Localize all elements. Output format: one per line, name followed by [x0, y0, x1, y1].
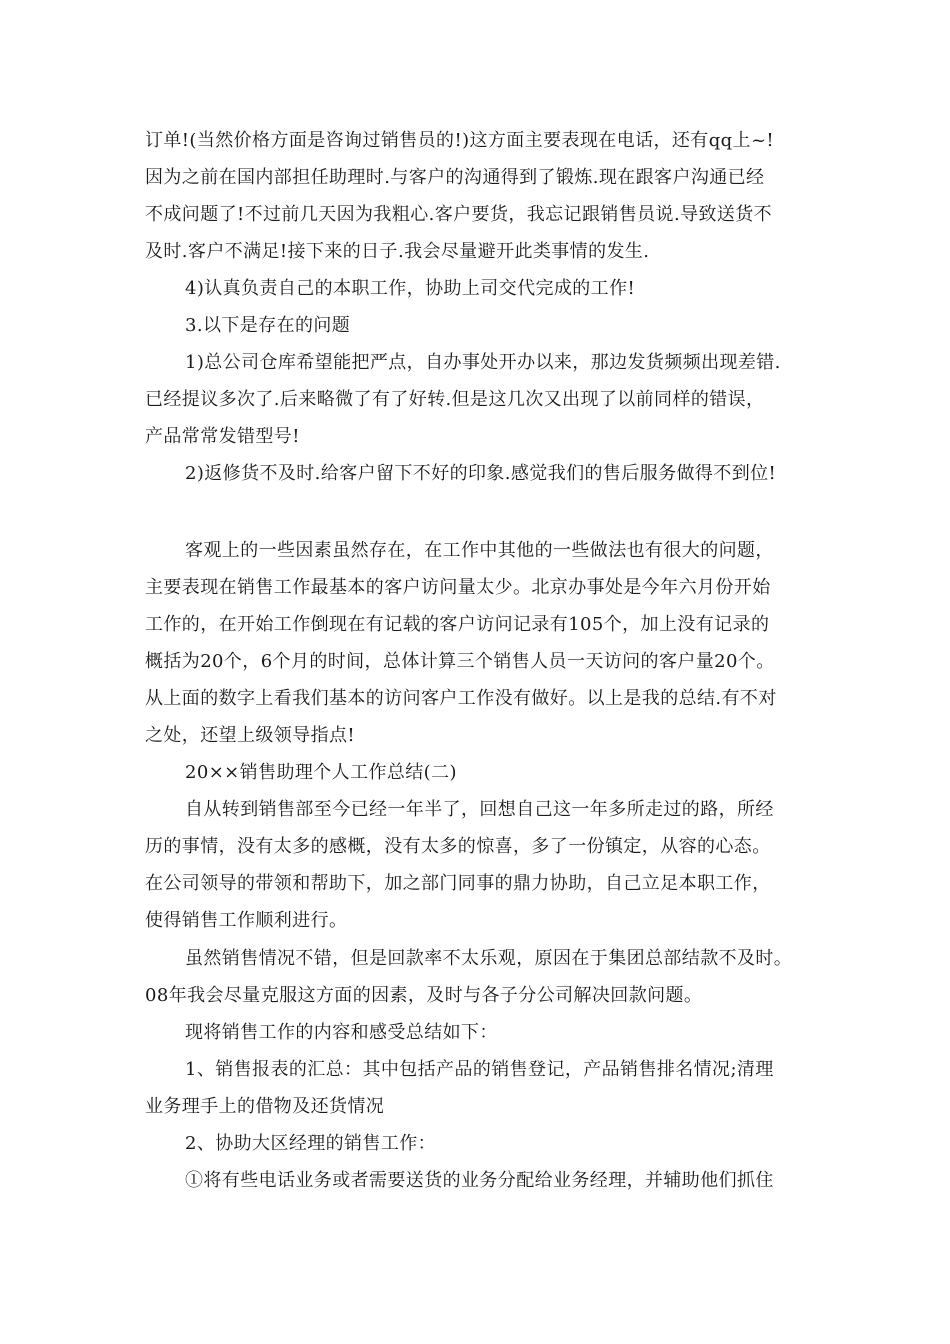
- text-line: 2)返修货不及时.给客户留下不好的印象.感觉我们的售后服务做得不到位!: [185, 463, 777, 484]
- text-line: 自从转到销售部至今已经一年半了，回想自己这一年多所走过的路，所经: [185, 799, 774, 820]
- text-line: 产品常常发错型号!: [145, 426, 300, 447]
- document-subtitle: 20××销售助理个人工作总结(二): [185, 762, 457, 783]
- text-line: 订单!(当然价格方面是咨询过销售员的!)这方面主要表现在电话，还有qq上~!: [145, 130, 775, 151]
- text-line: 使得销售工作顺利进行。: [145, 910, 348, 931]
- text-line: 主要表现在销售工作最基本的客户访问量太少。北京办事处是今年六月份开始: [145, 577, 771, 598]
- text-line: 1、销售报表的汇总：其中包括产品的销售登记，产品销售排名情况;清理: [185, 1059, 774, 1080]
- text-line: ①将有些电话业务或者需要送货的业务分配给业务经理，并辅助他们抓住: [185, 1170, 774, 1191]
- text-line: 1)总公司仓库希望能把严点，自办事处开办以来，那边发货频频出现差错.: [185, 352, 781, 373]
- text-line: 概括为20个，6个月的时间，总体计算三个销售人员一天访问的客户量20个。: [145, 651, 775, 672]
- text-line: 2、协助大区经理的销售工作：: [185, 1133, 437, 1154]
- text-line: 业务理手上的借物及还货情况: [145, 1096, 385, 1117]
- text-line: 及时.客户不满足!接下来的日子.我会尽量避开此类事情的发生.: [145, 241, 650, 262]
- text-line: 客观上的一些因素虽然存在，在工作中其他的一些做法也有很大的问题，: [185, 540, 774, 561]
- text-line: 因为之前在国内部担任助理时.与客户的沟通得到了锻炼.现在跟客户沟通已经: [145, 167, 765, 188]
- text-line: 08年我会尽量克服这方面的因素，及时与各子分公司解决回款问题。: [145, 985, 703, 1006]
- text-line: 现将销售工作的内容和感受总结如下：: [185, 1022, 498, 1043]
- text-line: 在公司领导的带领和帮助下，加之部门同事的鼎力协助，自己立足本职工作，: [145, 873, 771, 894]
- text-line: 历的事情，没有太多的感概，没有太多的惊喜，多了一份镇定，从容的心态。: [145, 836, 771, 857]
- text-line: 工作的，在开始工作倒现在有记载的客户访问记录有105个，加上没有记录的: [145, 614, 770, 635]
- text-line: 已经提议多次了.后来略微了有了好转.但是这几次又出现了以前同样的错误，: [145, 389, 765, 410]
- text-line: 不成问题了!不过前几天因为我粗心.客户要货，我忘记跟销售员说.导致送货不: [145, 204, 773, 225]
- section-heading: 3.以下是存在的问题: [185, 315, 351, 336]
- text-line: 虽然销售情况不错，但是回款率不太乐观，原因在于集团总部结款不及时。: [185, 948, 793, 969]
- text-line: 之处，还望上级领导指点!: [145, 725, 356, 746]
- text-line: 4)认真负责自己的本职工作，协助上司交代完成的工作!: [185, 278, 636, 299]
- text-line: 从上面的数字上看我们基本的访问客户工作没有做好。以上是我的总结.有不对: [145, 688, 777, 709]
